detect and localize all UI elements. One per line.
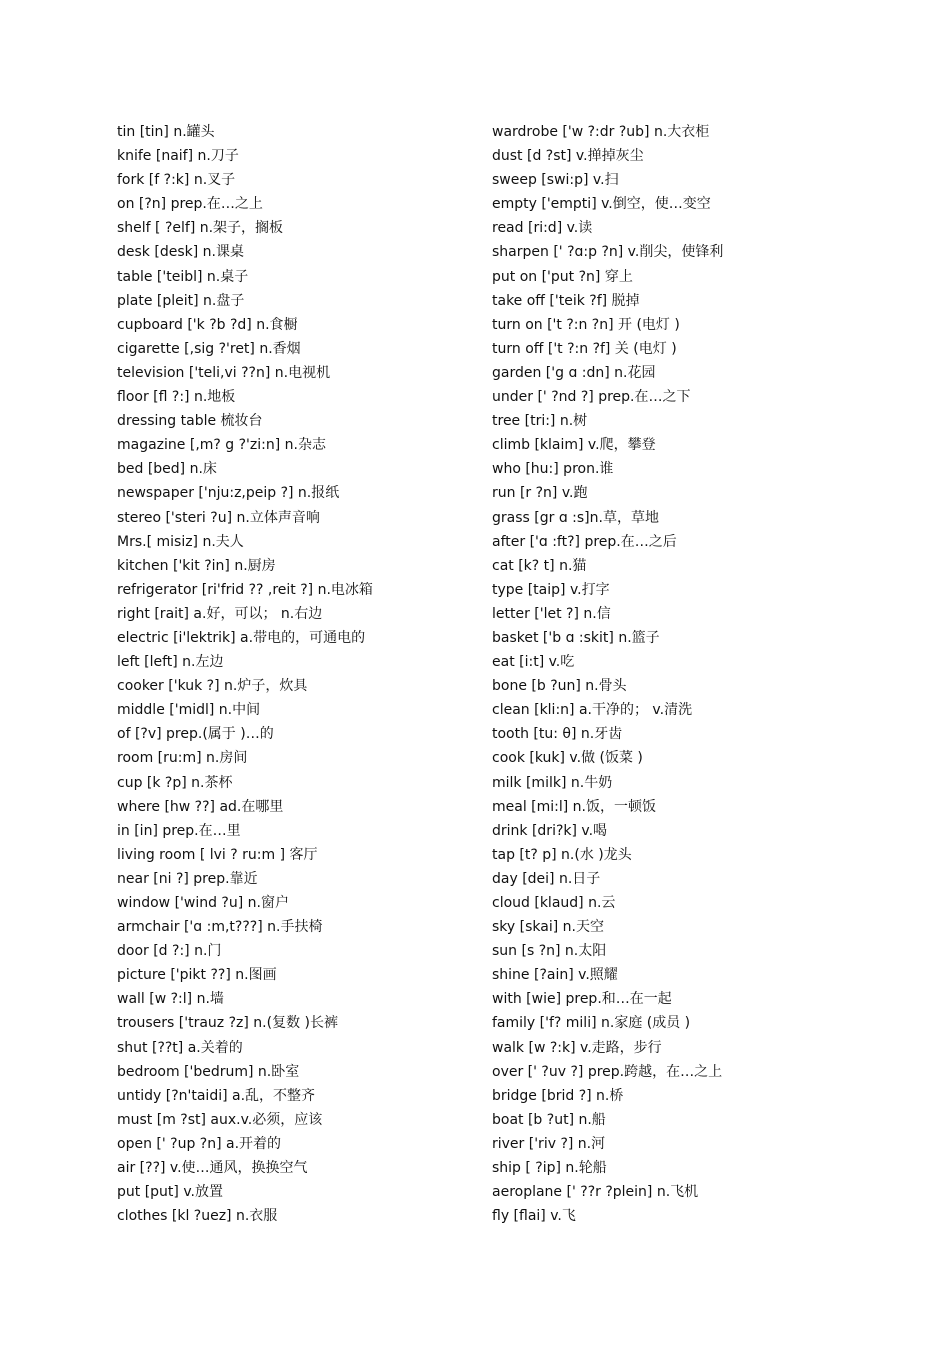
vocabulary-entry: wardrobe ['w ?:dr ?ub] n.大衣柜 [492, 124, 710, 140]
vocabulary-entry: middle ['midl] n.中间 [117, 702, 261, 719]
vocabulary-column-right [492, 120, 872, 1228]
vocabulary-entry: sky [skai] n.天空 [492, 919, 604, 936]
vocabulary-entry: where [hw ??] ad.在哪里 [117, 798, 284, 815]
vocabulary-entry: plate [pleit] n.盘子 [117, 292, 245, 309]
vocabulary-entry: shut [??t] a.关着的 [117, 1039, 243, 1056]
vocabulary-entry: room [ru:m] n.房间 [117, 750, 248, 767]
vocabulary-entry: living room [ lvi ? ru:m ] 客厅 [117, 846, 318, 863]
vocabulary-entry: table ['teibl] n.桌子 [117, 268, 249, 285]
vocabulary-entry: wall [w ?:l] n.墙 [117, 991, 224, 1008]
vocabulary-entry: magazine [,m? g ?'zi:n] n.杂志 [117, 437, 326, 454]
vocabulary-entry: take off ['teik ?f] 脱掉 [492, 292, 640, 309]
vocabulary-entry: family ['f? mili] n.家庭 (成员 ) [492, 1015, 691, 1032]
vocabulary-entry: knife [naif] n.刀子 [117, 148, 239, 165]
vocabulary-entry: bedroom ['bedrum] n.卧室 [117, 1063, 300, 1080]
vocabulary-entry: letter ['let ?] n.信 [492, 605, 611, 622]
vocabulary-entry: sun [s ?n] n.太阳 [492, 943, 607, 960]
vocabulary-entry: milk [milk] n.牛奶 [492, 774, 613, 791]
vocabulary-entry: untidy [?n'taidi] a.乱，不整齐 [117, 1087, 316, 1104]
vocabulary-entry: tap [t? p] n.(水 )龙头 [492, 846, 632, 863]
vocabulary-entry: sweep [swi:p] v.扫 [492, 172, 619, 189]
vocabulary-entry: put on ['put ?n] 穿上 [492, 268, 633, 285]
vocabulary-entry: cup [k ?p] n.茶杯 [117, 774, 233, 791]
vocabulary-entry: left [left] n.左边 [117, 654, 224, 671]
vocabulary-entry: type [taip] v.打字 [492, 581, 610, 598]
vocabulary-entry: walk [w ?:k] v.走路，步行 [492, 1039, 662, 1056]
vocabulary-entry: put [put] v.放置 [117, 1184, 223, 1201]
vocabulary-entry: over [' ?uv ?] prep.跨越，在…之上 [492, 1063, 723, 1080]
vocabulary-entry: television ['teli,vi ??n] n.电视机 [117, 364, 331, 381]
vocabulary-entry: must [m ?st] aux.v.必须，应该 [117, 1111, 323, 1128]
vocabulary-entry: kitchen ['kit ?in] n.厨房 [117, 557, 276, 574]
vocabulary-entry: cloud [klaud] n.云 [492, 895, 616, 911]
vocabulary-column-left [117, 120, 497, 1228]
vocabulary-entry: shelf [ ?elf] n.架子，搁板 [117, 220, 284, 237]
vocabulary-entry: under [' ?nd ?] prep.在…之下 [492, 389, 691, 406]
vocabulary-entry: armchair ['ɑ :m,t???] n.手扶椅 [117, 919, 323, 936]
vocabulary-entry: ship [ ?ip] n.轮船 [492, 1160, 607, 1177]
vocabulary-entry: refrigerator [ri'frid ?? ,reit ?] n.电冰箱 [117, 581, 373, 598]
vocabulary-entry: who [hu:] pron.谁 [492, 461, 614, 478]
vocabulary-entry: basket ['b ɑ :skit] n.篮子 [492, 629, 660, 646]
vocabulary-entry: climb [klaim] v.爬，攀登 [492, 437, 656, 454]
vocabulary-entry: cupboard ['k ?b ?d] n.食橱 [117, 316, 298, 333]
vocabulary-entry: drink [dri?k] v.喝 [492, 822, 608, 839]
vocabulary-entry: trousers ['trauz ?z] n.(复数 )长裤 [117, 1015, 338, 1032]
vocabulary-entry: stereo ['steri ?u] n.立体声音响 [117, 509, 320, 526]
vocabulary-entry: sharpen [' ?ɑ:p ?n] v.削尖，使锋利 [492, 244, 724, 261]
vocabulary-entry: dust [d ?st] v.掸掉灰尘 [492, 148, 644, 165]
vocabulary-entry: cook [kuk] v.做 (饭菜 ) [492, 750, 643, 767]
vocabulary-entry: turn on ['t ?:n ?n] 开 (电灯 ) [492, 316, 680, 333]
vocabulary-entry: dressing table 梳妆台 [117, 413, 263, 430]
vocabulary-entry: shine [?ain] v.照耀 [492, 967, 618, 984]
vocabulary-entry: tin [tin] n.罐头 [117, 124, 215, 140]
vocabulary-entry: eat [i:t] v.吃 [492, 654, 575, 671]
vocabulary-entry: aeroplane [' ??r ?plein] n.飞机 [492, 1184, 699, 1201]
vocabulary-entry: bed [bed] n.床 [117, 461, 217, 478]
vocabulary-entry: bone [b ?un] n.骨头 [492, 678, 627, 695]
vocabulary-entry: of [?v] prep.(属于 )…的 [117, 726, 274, 743]
vocabulary-entry: fork [f ?:k] n.叉子 [117, 172, 236, 189]
vocabulary-entry: newspaper ['nju:z,peip ?] n.报纸 [117, 485, 340, 502]
vocabulary-entry: in [in] prep.在…里 [117, 822, 241, 839]
vocabulary-entry: cooker ['kuk ?] n.炉子，炊具 [117, 678, 308, 695]
vocabulary-entry: bridge [brid ?] n.桥 [492, 1087, 624, 1104]
vocabulary-entry: after ['ɑ :ft?] prep.在…之后 [492, 533, 677, 550]
vocabulary-entry: window ['wind ?u] n.窗户 [117, 895, 289, 911]
vocabulary-entry: with [wie] prep.和…在一起 [492, 991, 672, 1008]
vocabulary-entry: on [?n] prep.在…之上 [117, 196, 263, 213]
vocabulary-entry: grass [gr ɑ :s]n.草，草地 [492, 509, 659, 526]
vocabulary-entry: garden ['g ɑ :dn] n.花园 [492, 364, 656, 381]
vocabulary-entry: open [' ?up ?n] a.开着的 [117, 1135, 282, 1152]
vocabulary-entry: electric [i'lektrik] a.带电的，可通电的 [117, 629, 366, 646]
vocabulary-entry: cat [k? t] n.猫 [492, 557, 587, 574]
vocabulary-entry: clean [kli:n] a.干净的； v.清洗 [492, 702, 693, 719]
vocabulary-entry: boat [b ?ut] n.船 [492, 1111, 606, 1128]
vocabulary-entry: desk [desk] n.课桌 [117, 244, 244, 261]
vocabulary-entry: fly [flai] v.飞 [492, 1208, 576, 1225]
vocabulary-entry: right [rait] a.好，可以； n.右边 [117, 605, 323, 622]
vocabulary-entry: river ['riv ?] n.河 [492, 1135, 606, 1152]
vocabulary-entry: read [ri:d] v.读 [492, 220, 593, 237]
vocabulary-entry: tree [tri:] n.树 [492, 413, 588, 430]
vocabulary-entry: clothes [kl ?uez] n.衣服 [117, 1208, 278, 1225]
vocabulary-entry: tooth [tu: θ] n.牙齿 [492, 726, 623, 743]
vocabulary-entry: door [d ?:] n.门 [117, 943, 222, 960]
vocabulary-entry: cigarette [,sig ?'ret] n.香烟 [117, 340, 301, 357]
vocabulary-entry: air [??] v.使…通风，换换空气 [117, 1160, 308, 1177]
vocabulary-entry: empty ['empti] v.倒空，使…变空 [492, 196, 711, 213]
vocabulary-entry: Mrs.[ misiz] n.夫人 [117, 533, 244, 550]
vocabulary-entry: day [dei] n.日子 [492, 870, 601, 887]
vocabulary-entry: picture ['pikt ??] n.图画 [117, 967, 277, 984]
vocabulary-entry: near [ni ?] prep.靠近 [117, 870, 258, 887]
vocabulary-entry: run [r ?n] v.跑 [492, 485, 588, 502]
vocabulary-entry: meal [mi:l] n.饭，一顿饭 [492, 798, 657, 815]
vocabulary-entry: turn off ['t ?:n ?f] 关 (电灯 ) [492, 340, 677, 357]
vocabulary-entry: floor [fl ?:] n.地板 [117, 389, 236, 406]
